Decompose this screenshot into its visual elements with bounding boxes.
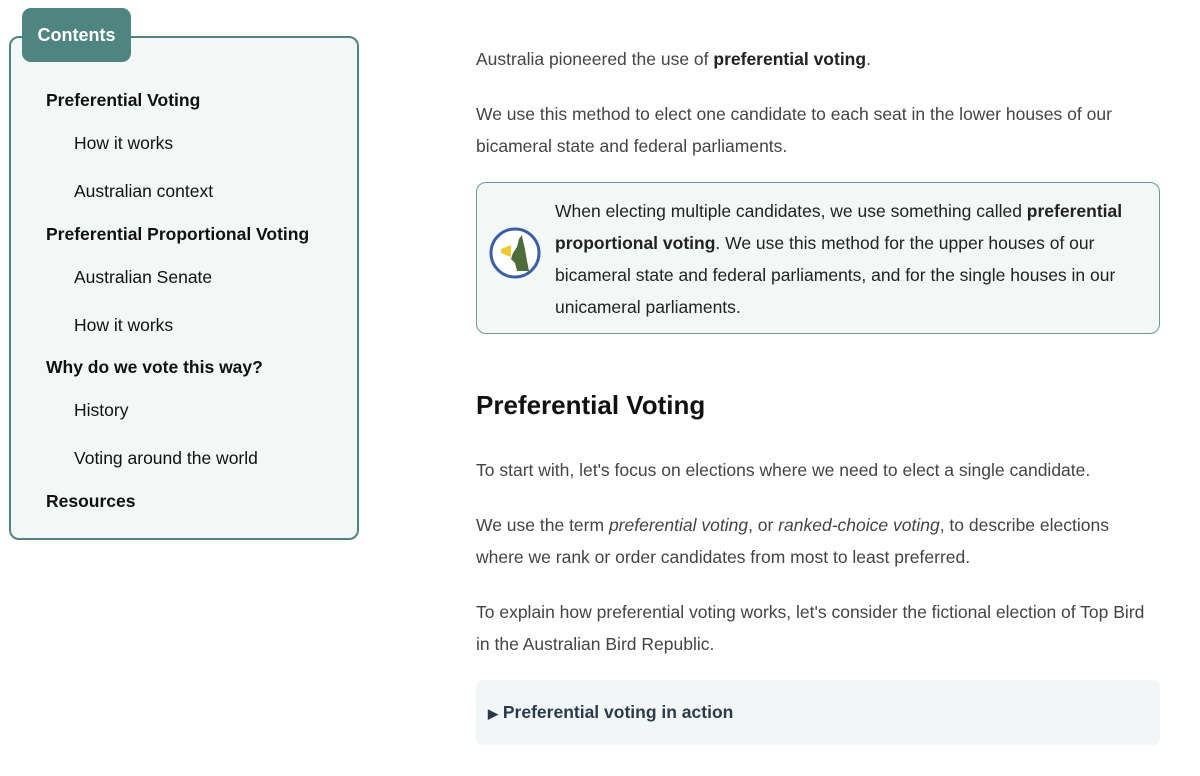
- emphasis: ranked-choice voting: [778, 515, 940, 535]
- bold-term: preferential proportional voting: [555, 201, 1123, 253]
- details-summary[interactable]: [488, 702, 733, 723]
- bold-term: preferential voting: [713, 49, 867, 69]
- section-heading: Preferential Voting: [476, 390, 706, 420]
- text: Australia pioneered the use of: [476, 49, 714, 69]
- triangle-right-icon: ▶: [488, 706, 498, 721]
- text: When electing multiple candidates, we use something called: [555, 201, 1027, 221]
- intro-paragraph-1: [476, 43, 1166, 75]
- toc-link[interactable]: How it works: [74, 315, 174, 335]
- callout-box: [476, 182, 1160, 334]
- details-disclosure[interactable]: [476, 680, 1160, 745]
- emphasis: preferential voting: [608, 515, 749, 535]
- kangaroo-megaphone-icon: [489, 227, 541, 279]
- text: , to describe elections where we rank or order candidates from most to least preferred.: [476, 515, 1109, 567]
- toc-link[interactable]: Australian Senate: [74, 267, 213, 287]
- section-paragraph-1: To start with, let's focus on elections where we need to elect a single candidate.: [476, 460, 1091, 480]
- text: . We use this method for the upper houses of our bicameral state and federal parliaments, and for the single houses in our unicameral parliaments.: [555, 233, 1116, 317]
- text: We use the term: [476, 515, 609, 535]
- toc-link[interactable]: Resources: [46, 491, 136, 511]
- contents-title: Contents: [22, 8, 131, 62]
- toc-link[interactable]: Preferential Proportional Voting: [46, 224, 310, 244]
- text: , or: [748, 515, 779, 535]
- callout-text: [555, 195, 1145, 323]
- toc-link[interactable]: History: [74, 400, 129, 420]
- toc-link[interactable]: Why do we vote this way?: [46, 357, 263, 377]
- section-paragraph-3: To explain how preferential voting works, let's consider the fictional election of Top Bird in the Australian Bird Republic.: [476, 602, 1145, 654]
- section-paragraph-2: [476, 509, 1116, 573]
- toc-link[interactable]: Voting around the world: [74, 448, 258, 468]
- toc-link[interactable]: Australian context: [74, 181, 214, 201]
- toc-link[interactable]: How it works: [74, 133, 174, 153]
- intro-paragraph-2: We use this method to elect one candidate to each seat in the lower houses of our bicameral state and federal parliaments.: [476, 104, 1112, 156]
- text: .: [866, 49, 871, 69]
- summary-label: Preferential voting in action: [502, 702, 734, 722]
- toc-link[interactable]: Preferential Voting: [46, 90, 201, 110]
